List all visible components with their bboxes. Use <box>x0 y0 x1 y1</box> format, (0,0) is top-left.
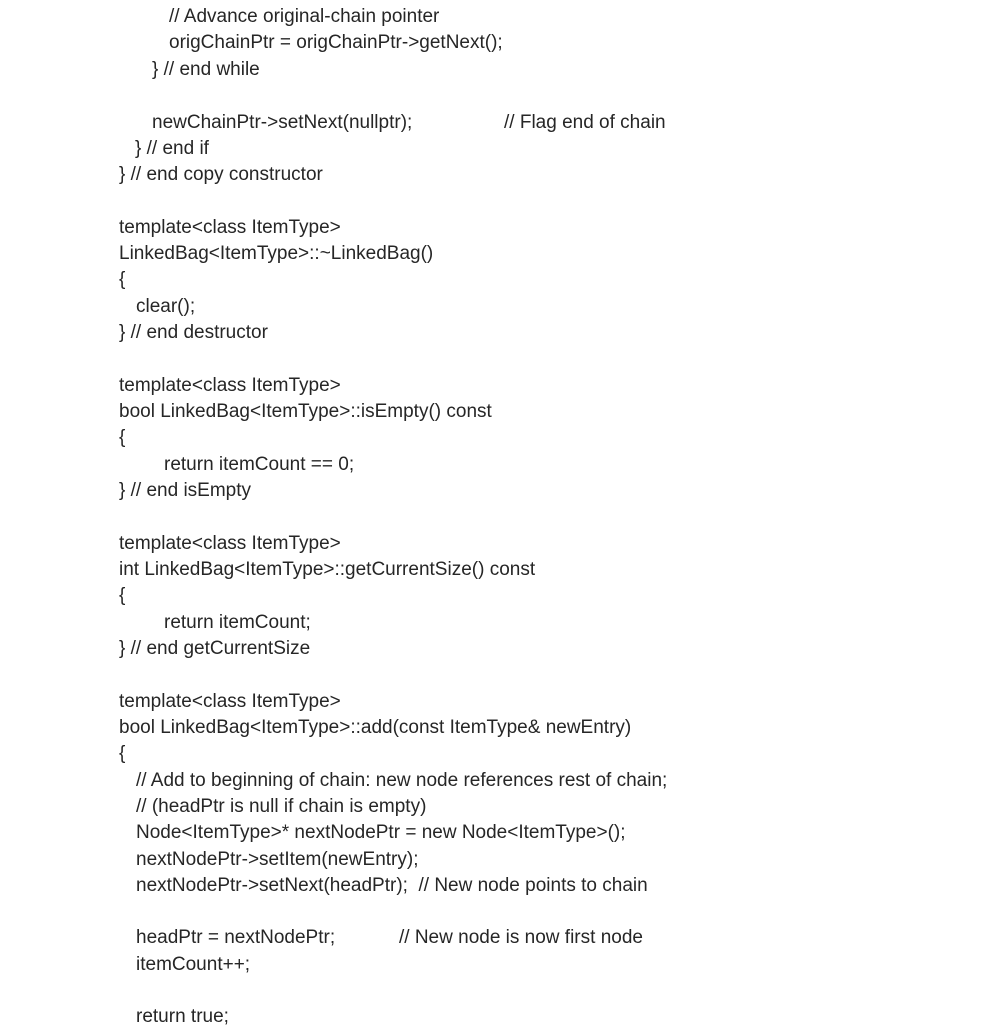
code-line: nextNodePtr->setNext(headPtr); // New node points to chain <box>136 875 648 896</box>
code-line: nextNodePtr->setItem(newEntry); <box>136 849 419 870</box>
code-line: itemCount++; <box>136 954 251 975</box>
code-line: LinkedBag<ItemType>::~LinkedBag() <box>119 243 434 264</box>
code-line: { <box>119 427 126 448</box>
code-line: { <box>119 269 126 290</box>
code-line: origChainPtr = origChainPtr->getNext(); <box>169 32 503 53</box>
code-line: newChainPtr->setNext(nullptr); <box>152 112 413 133</box>
code-comment: // Flag end of chain <box>504 112 666 133</box>
code-line: Node<ItemType>* nextNodePtr = new Node<ItemType>(); <box>136 822 626 843</box>
code-line: { <box>119 743 126 764</box>
code-line: } // end if <box>135 138 209 159</box>
code-line: // Advance original-chain pointer <box>169 6 440 27</box>
code-line: { <box>119 585 126 606</box>
code-line: } // end destructor <box>119 322 268 343</box>
code-line: } // end getCurrentSize <box>119 638 311 659</box>
code-line: int LinkedBag<ItemType>::getCurrentSize() const <box>119 559 536 580</box>
code-line: } // end copy constructor <box>119 164 323 185</box>
code-line: } // end isEmpty <box>119 480 252 501</box>
code-comment: // New node is now first node <box>399 927 643 948</box>
code-line: return true; <box>136 1006 229 1027</box>
code-line: headPtr = nextNodePtr; <box>136 927 336 948</box>
code-line: // (headPtr is null if chain is empty) <box>136 796 427 817</box>
code-line: template<class ItemType> <box>119 533 341 554</box>
code-line: template<class ItemType> <box>119 375 341 396</box>
code-line: } // end while <box>152 59 260 80</box>
code-line: return itemCount; <box>164 612 311 633</box>
code-line: // Add to beginning of chain: new node references rest of chain; <box>136 770 668 791</box>
code-line: clear(); <box>136 296 196 317</box>
code-line: template<class ItemType> <box>119 691 341 712</box>
code-line: template<class ItemType> <box>119 217 341 238</box>
code-line: return itemCount == 0; <box>164 454 355 475</box>
code-line: bool LinkedBag<ItemType>::isEmpty() const <box>119 401 492 422</box>
code-line: bool LinkedBag<ItemType>::add(const ItemType& newEntry) <box>119 717 632 738</box>
